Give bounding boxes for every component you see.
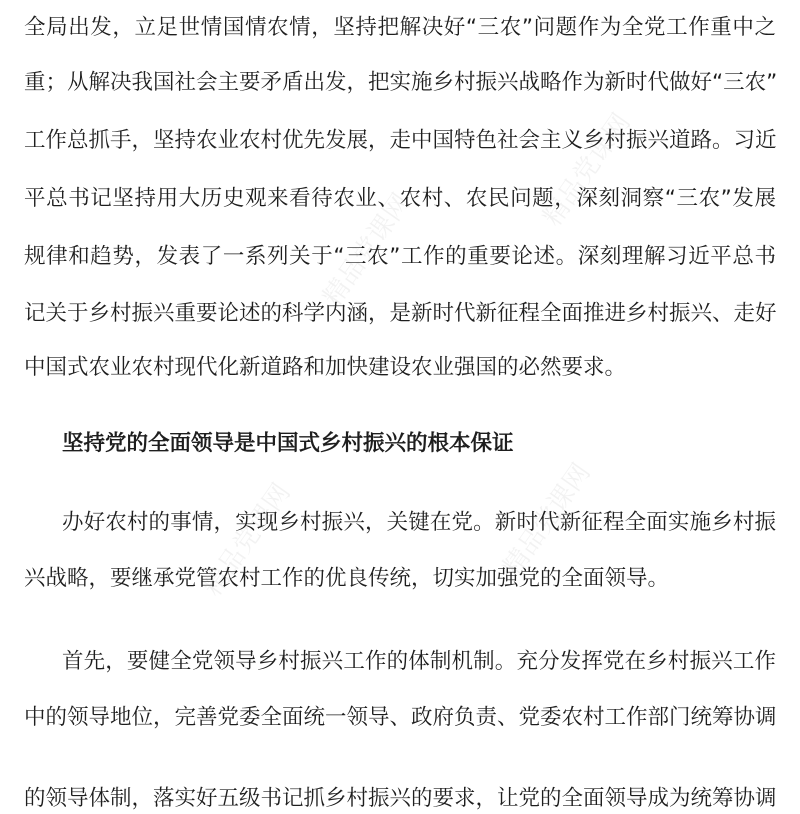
text-line: 兴战略，要继承党管农村工作的优良传统，切实加强党的全面领导。 (24, 566, 670, 591)
text-line: 中的领导地位，完善党委全面统一领导、政府负责、党委农村工作部门统筹协调 (24, 705, 777, 730)
text-line: 工作总抓手，坚持农业农村优先发展，走中国特色社会主义乡村振兴道路。习近 (24, 128, 777, 153)
text-line: 全局出发，立足世情国情农情，坚持把解决好“三农”问题作为全党工作重中之 (24, 15, 776, 40)
text-line: 的领导体制，落实好五级书记抓乡村振兴的要求，让党的全面领导成为统筹协调 (24, 786, 777, 811)
text-line: 重；从解决我国社会主要矛盾出发，把实施乡村振兴战略作为新时代做好“三农” (24, 70, 778, 95)
watermark: 精品党课网 (497, 458, 597, 582)
section-heading: 坚持党的全面领导是中国式乡村振兴的根本保证 (62, 431, 514, 456)
text-line: 办好农村的事情，实现乡村振兴，关键在党。新时代新征程全面实施乡村振 (62, 510, 776, 535)
text-line: 记关于乡村振兴重要论述的科学内涵，是新时代新征程全面推进乡村振兴、走好 (24, 301, 777, 326)
watermark: 精品党课网 (537, 108, 637, 232)
text-line: 中国式农业农村现代化新道路和加快建设农业强国的必然要求。 (24, 355, 627, 380)
text-line: 平总书记坚持用大历史观来看待农业、农村、农民问题，深刻洞察“三农”发展 (24, 186, 776, 211)
watermark: 精品党课网 (317, 188, 417, 312)
watermark: 精品党课网 (197, 478, 297, 602)
text-line: 规律和趋势，发表了一系列关于“三农”工作的重要论述。深刻理解习近平总书 (24, 244, 776, 269)
text-line: 首先，要健全党领导乡村振兴工作的体制机制。充分发挥党在乡村振兴工作 (62, 649, 776, 674)
